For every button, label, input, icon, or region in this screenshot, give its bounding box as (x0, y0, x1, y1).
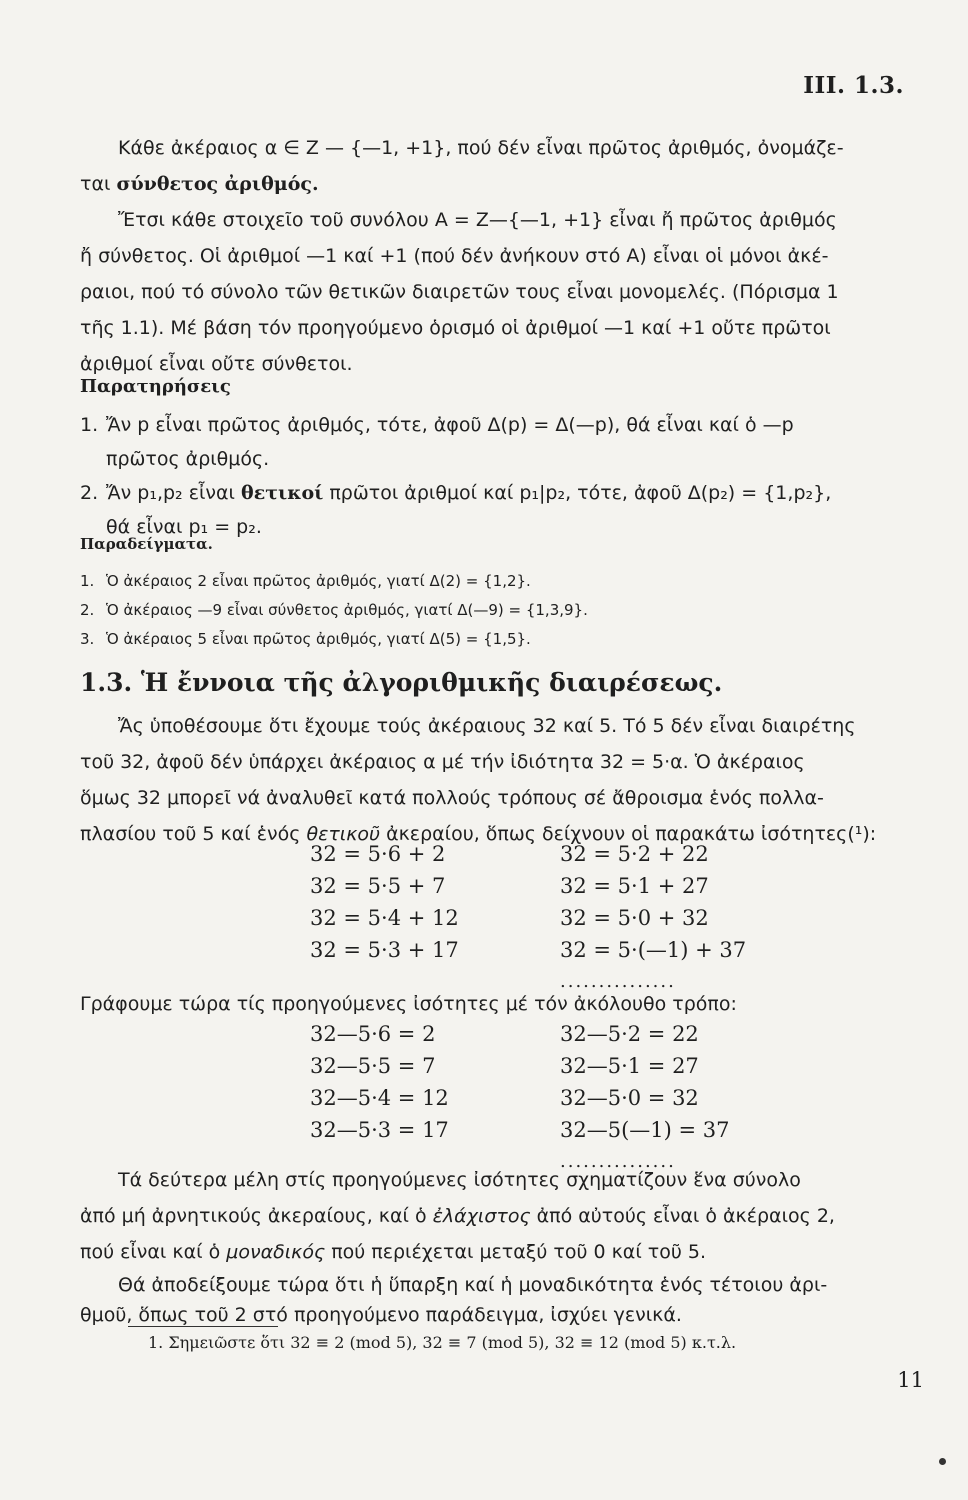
rewrite-line: Γράφουμε τώρα τίς προηγούμενες ἰσότητες μέ τόν ἀκόλουθο τρόπο: (80, 993, 737, 1015)
ellipsis-dots: ............... (560, 971, 676, 992)
paragraph-line: ραιοι, πού τό σύνολο τῶν θετικῶν διαιρετῶν τους εἶναι μονομελές. (Πόρισμα 1 (80, 281, 839, 303)
page-number: 11 (897, 1368, 924, 1392)
equation-row: 32—5·6 = 2 32—5·2 = 22 (310, 1022, 699, 1046)
equation-row: 32—5·3 = 17 32—5(—1) = 37 (310, 1118, 730, 1142)
paragraph-line: Ἔτσι κάθε στοιχεῖο τοῦ συνόλου A = Z—{—1, +1} εἶναι ἤ πρῶτος ἀριθμός (118, 209, 837, 231)
positive-italic: θετικοῦ (306, 823, 381, 845)
equations-set-1 (80, 838, 910, 998)
equation-row: 32 = 5·6 + 2 32 = 5·2 + 22 (310, 842, 709, 866)
equation-row: 32 = 5·5 + 7 32 = 5·1 + 27 (310, 874, 709, 898)
equation-row: 32 = 5·4 + 12 32 = 5·0 + 32 (310, 906, 709, 930)
paragraph-line: Θά ἀποδείξουμε τώρα ὅτι ἡ ὕπαρξη καί ἡ μοναδικότητα ἑνός τέτοιου ἀρι- (118, 1274, 828, 1296)
conclusion-paragraph: Τά δεύτερα μέλη στίς προηγούμενες ἰσότητες σχηματίζουν ἕνα σύνολο ἀπό μή ἀρνητικούς ἀκεραίους, καί ὁ ἐλάχιστος ἀπό αὐτούς εἶναι ὁ ἀκέραιος 2, πού εἶναι καί ὁ μοναδικός πού περιέχεται μεταξύ τοῦ 0 καί τοῦ 5. (80, 1162, 910, 1270)
final-paragraph (80, 1270, 910, 1330)
remarks-title: Παρατηρήσεις (80, 376, 231, 397)
definition-line-1: Κάθε ἀκέραιος α ∈ Z — {—1, +1}, πού δέν εἶναι πρῶτος ἀριθμός, ὀνομάζε- (118, 137, 844, 159)
remarks-section (80, 372, 910, 544)
composite-number-term: σύνθετος ἀριθμός. (116, 173, 319, 195)
paragraph-line: θμοῦ, ὅπως τοῦ 2 στό προηγούμενο παράδειγμα, ἰσχύει γενικά. (80, 1304, 682, 1326)
examples-section (80, 530, 910, 654)
example-item: 2. Ὁ ἀκέραιος —9 εἶναι σύνθετος ἀριθμός, γιατί Δ(—9) = {1,3,9}. (80, 601, 588, 619)
paragraph-line: Τά δεύτερα μέλη στίς προηγούμενες ἰσότητες σχηματίζουν ἕνα σύνολο (118, 1169, 801, 1191)
unique-italic: μοναδικός (226, 1241, 326, 1263)
ink-dot (939, 1458, 946, 1465)
equation-row: 32—5·4 = 12 32—5·0 = 32 (310, 1086, 699, 1110)
paragraph-line: ἀριθμοί εἶναι οὔτε σύνθετοι. (80, 353, 353, 375)
equation-row: 32—5·5 = 7 32—5·1 = 27 (310, 1054, 699, 1078)
paragraph-line: Ἄς ὑποθέσουμε ὅτι ἔχουμε τούς ἀκέραιους 32 καί 5. Τό 5 δέν εἶναι διαιρέτης (118, 715, 856, 737)
footnote: 1. Σημειῶστε ὅτι 32 ≡ 2 (mod 5), 32 ≡ 7 (mod 5), 32 ≡ 12 (mod 5) κ.τ.λ. (148, 1333, 737, 1352)
remark-item: 1. Ἄν p εἶναι πρῶτος ἀριθμός, τότε, ἀφοῦ Δ(p) = Δ(—p), θά εἶναι καί ὁ —p πρῶτος ἀριθμός. (80, 414, 794, 470)
definition-paragraph (80, 130, 910, 202)
example-item: 1. Ὁ ἀκέραιος 2 εἶναι πρῶτος ἀριθμός, γιατί Δ(2) = {1,2}. (80, 572, 531, 590)
running-header: III. 1.3. (803, 72, 904, 99)
equation-row: 32 = 5·3 + 17 32 = 5·(—1) + 37 (310, 938, 747, 962)
paragraph-line: τῆς 1.1). Μέ βάση τόν προηγούμενο ὁρισμό οἱ ἀριθμοί —1 καί +1 οὔτε πρῶτοι (80, 317, 831, 339)
elements-paragraph (80, 202, 910, 382)
paragraph-line: τοῦ 32, ἀφοῦ δέν ὑπάρχει ἀκέραιος α μέ τήν ἰδιότητα 32 = 5·α. Ὁ ἀκέραιος (80, 751, 805, 773)
examples-title: Παραδείγματα. (80, 535, 213, 553)
minimum-italic: ἐλάχιστος (432, 1205, 531, 1227)
positive-term: θετικοί (241, 482, 324, 504)
equations-set-2 (80, 1018, 910, 1178)
section-heading: 1.3. Ἡ ἔννοια τῆς ἀλγοριθμικῆς διαιρέσεως. (80, 668, 723, 697)
paragraph-line: ὅμως 32 μπορεῖ νά ἀναλυθεῖ κατά πολλούς τρόπους σέ ἄθροισμα ἑνός πολλα- (80, 787, 824, 809)
paragraph-line: ἤ σύνθετος. Οἱ ἀριθμοί —1 καί +1 (πού δέν ἀνήκουν στό A) εἶναι οἱ μόνοι ἀκέ- (80, 245, 829, 267)
remark-item: 2. Ἄν p₁,p₂ εἶναι θετικοί πρῶτοι ἀριθμοί καί p₁|p₂, τότε, ἀφοῦ Δ(p₂) = {1,p₂}, θά εἶναι p₁ = p₂. (80, 482, 832, 538)
example-item: 3. Ὁ ἀκέραιος 5 εἶναι πρῶτος ἀριθμός, γιατί Δ(5) = {1,5}. (80, 630, 531, 648)
definition-line-2: ται (80, 173, 117, 195)
footnote-rule (128, 1326, 278, 1327)
section-intro-paragraph: Ἄς ὑποθέσουμε ὅτι ἔχουμε τούς ἀκέραιους 32 καί 5. Τό 5 δέν εἶναι διαιρέτης τοῦ 32, ἀφοῦ δέν ὑπάρχει ἀκέραιος α μέ τήν ἰδιότητα 32 = 5·α. Ὁ ἀκέραιος ὅμως 32 μπορεῖ νά ἀναλυθεῖ κατά πολλούς τρόπους σέ ἄθροισμα ἑνός πολλα- πλασίου τοῦ 5 καί ἑνός θετικοῦ ἀκεραίου, ὅπως δείχνουν οἱ παρακάτω ἰσότητες(¹): (80, 708, 910, 852)
ellipsis-dots: ............... (560, 1151, 676, 1172)
